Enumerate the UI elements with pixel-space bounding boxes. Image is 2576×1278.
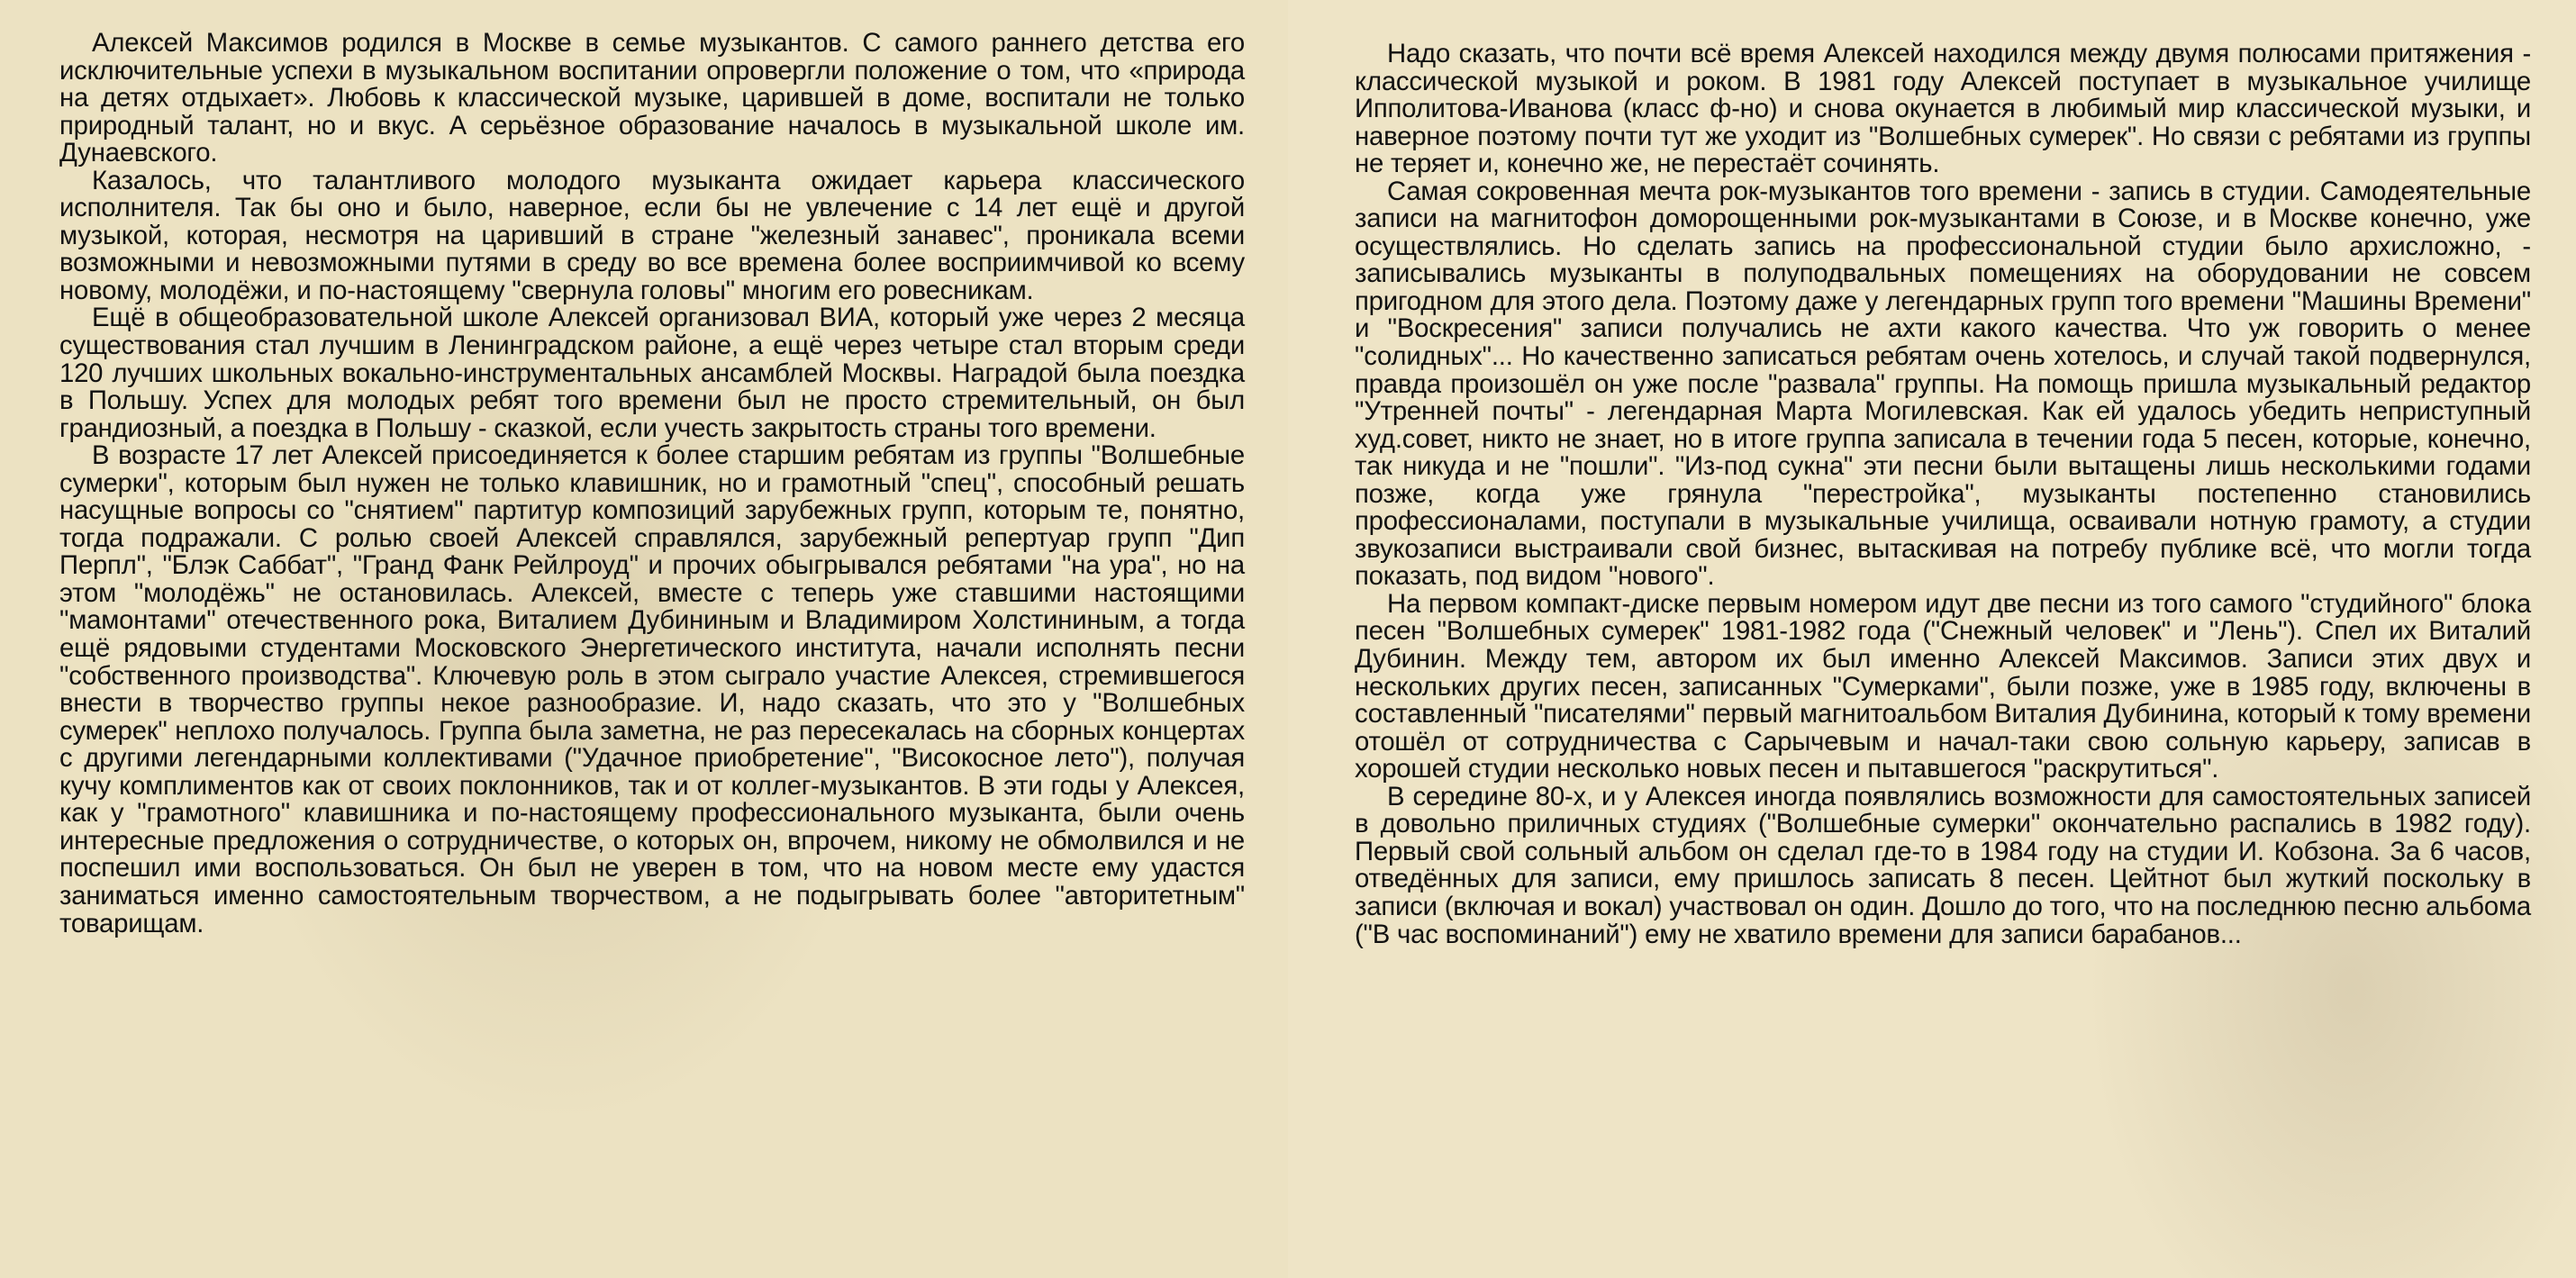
left-paragraph-3: Ещё в общеобразовательной школе Алексей организовал ВИА, который уже через 2 месяца существования стал лучшим в Ленинградском районе, а ещё через четыре стал вторым среди 120 лучших школьных вокально-инструментальных ансамблей Москвы. Наградой была поездка в Польшу. Успех для молодых ребят того времени был не просто стремительный, он был грандиозный, а поездка в Польшу - сказкой, если учесть закрытость страны того времени. xyxy=(59,303,1245,443)
right-paragraph-3: На первом компакт-диске первым номером идут две песни из того самого "студийного" блока песен "Волшебных сумерек" 1981-1982 года ("Снежный человек" и "Лень"). Спел их Виталий Дубинин. Между тем, автором их был именно Алексей Максимов. Записи этих двух и нескольких других песен, записанных "Сумерками", были позже, уже в 1985 году, включены в составленный "писателями" первый магнитоальбом Виталия Дубинина, который к тому времени отошёл от сотрудничества с Сарычевым и начал-таки свою сольную карьеру, записав в хорошей студии несколько новых песен и пытавшегося "раскрутиться". xyxy=(1355,588,2531,784)
right-page xyxy=(1288,0,2576,1278)
left-paragraph-1: Алексей Максимов родился в Москве в семье музыкантов. С самого раннего детства его исключительные успехи в музыкальном воспитании опровергли положение о том, что «природа на детях отдыхает». Любовь к классической музыке, царившей в доме, воспитали не только природный талант, но и вкус. А серьёзное образование началось в музыкальной школе им. Дунаевского. xyxy=(59,28,1245,168)
right-paragraph-2: Самая сокровенная мечта рок-музыкантов того времени - запись в студии. Самодеятельные записи на магнитофон доморощенными рок-музыкантами в Союзе, и в Москве конечно, уже осуществлялись. Но сделать запись на профессиональной студии было архисложно, - записывались музыканты в полуподвальных помещениях на оборудовании не совсем пригодном для этого дела. Поэтому даже у легендарных групп того времени "Машины Времени" и "Воскресения" записи получались не ахти какого качества. Что уж говорить о менее "солидных"... Но качественно записаться ребятам очень хотелось, и случай такой подвернулся, правда произошёл он уже после "развала" группы. На помощь пришла музыкальный редактор "Утренней почты" - легендарная Марта Могилевская. Как ей удалось убедить неприступный худ.совет, никто не знает, но в итоге группа записала в течении года 5 песен, которые, конечно, так никуда и не "пошли". "Из-под сукна" эти песни были вытащены лишь несколькими годами позже, когда уже грянула "перестройка", музыканты постепенно становились профессионалами, поступали в музыкальные училища, осваивали нотную грамоту, а студии звукозаписи выстраивали свой бизнес, вытаскивая на потребу публике всё, что могли тогда показать, под видом "нового". xyxy=(1355,176,2531,592)
left-paragraph-4: В возрасте 17 лет Алексей присоединяется к более старшим ребятам из группы "Волшебные сумерки", которым был нужен не только клавишник, но и грамотный "спец", способный решать насущные вопросы со "снятием" партитур композиций зарубежных групп, которым те, понятно, тогда подражали. С ролью своей Алексей справлялся, зарубежный репертуар групп "Дип Перпл", "Блэк Саббат", "Гранд Фанк Рейлроуд" и прочих обыгрывался ребятами "на ура", но на этом "молодёжь" не остановилась. Алексей, вместе с теперь уже ставшими настоящими "мамонтами" отечественного рока, Виталием Дубининым и Владимиром Холстининым, а тогда ещё рядовыми студентами Московского Энергетического института, начали исполнять песни "собственного производства". Ключевую роль в этом сыграло участие Алексея, стремившегося внести в творчество группы некое разнообразие. И, надо сказать, что это у "Волшебных сумерек" неплохо получалось. Группа была заметна, не раз пересекалась на сборных концертах с другими легендарными коллективами ("Удачное приобретение", "Високосное лето"), получая кучу комплиментов как от своих поклонников, так и от коллег-музыкантов. В эти годы у Алексея, как у "грамотного" клавишника и по-настоящему профессионального музыканта, были очень интересные предложения о сотрудничестве, о которых он, впрочем, никому не обмолвился и не поспешил ими воспользоваться. Он был не уверен в том, что на новом месте ему удастся заниматься именно самостоятельным творчеством, а не подыгрывать более "авторитетным" товарищам. xyxy=(59,440,1245,938)
left-paragraph-2: Казалось, что талантливого молодого музыканта ожидает карьера классического исполнителя. Так бы оно и было, наверное, если бы не увлечение с 14 лет ещё и другой музыкой, которая, несмотря на царивший в стране "железный занавес", проникала всеми возможными и невозможными путями в среду во все времена более восприимчивой ко всему новому, молодёжи, и по-настоящему "свернула головы" многим его ровесникам. xyxy=(59,165,1245,305)
right-paragraph-1: Надо сказать, что почти всё время Алексей находился между двумя полюсами притяжения - классической музыкой и роком. В 1981 году Алексей поступает в музыкальное училище Ипполитова-Иванова (класс ф-но) и снова окунается в любимый мир классической музыки, и наверное поэтому почти тут же уходит из "Волшебных сумерек". Но связи с ребятами из группы не теряет и, конечно же, не перестаёт сочинять. xyxy=(1355,39,2531,179)
right-text-column xyxy=(1355,41,2531,948)
right-paragraph-4: В середине 80-х, и у Алексея иногда появлялись возможности для самостоятельных записей в довольно приличных студиях ("Волшебные сумерки" окончательно распались в 1982 году). Первый свой сольный альбом он сделал где-то в 1984 году на студии И. Кобзона. За 6 часов, отведённых для записи, ему пришлось записать 8 песен. Цейтнот был жуткий поскольку в записи (включая и вокал) участвовал он один. Дошло до того, что на последнюю песню альбома ("В час воспоминаний") ему не хватило времени для записи барабанов... xyxy=(1355,781,2531,949)
left-text-column xyxy=(59,30,1245,938)
